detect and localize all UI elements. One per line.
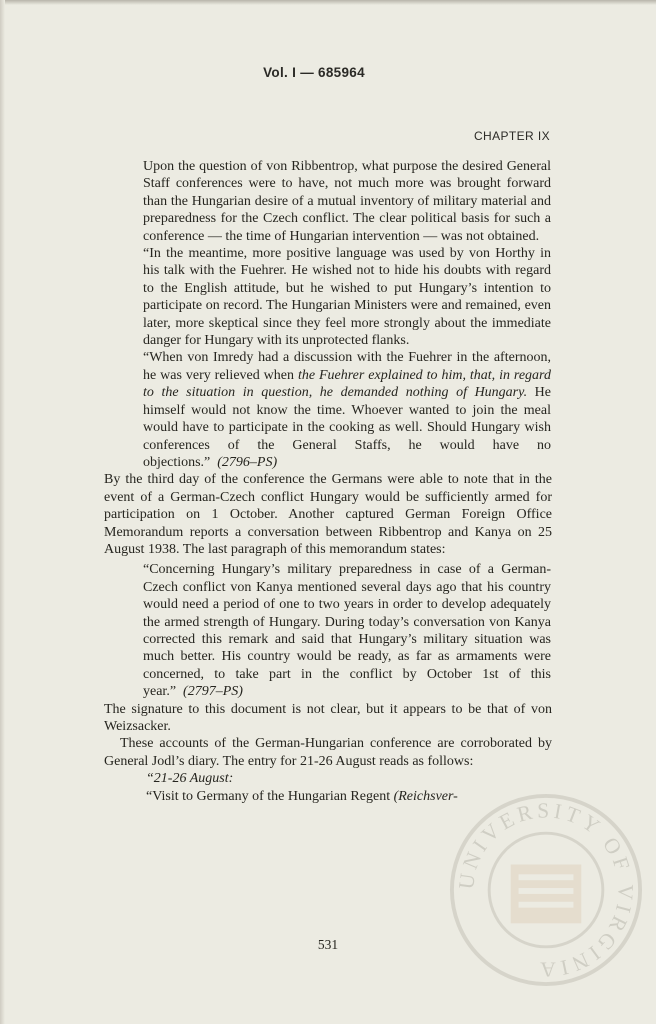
page-number: 531 bbox=[317, 937, 339, 952]
quote-paragraph: Upon the question of von Ribbentrop, what purpose the desired General Staff conferences were to have, not much more was brought forward than the Hungarian desire of a mutual inventory of military material and preparedness for the Czech conflict. The clear political basis for such a conference — the time of Hungarian intervention — was not obtained. bbox=[143, 159, 551, 244]
seal-ring-text: UNIVERSITY OF VIRGINIA bbox=[453, 798, 638, 982]
quote-paragraph: “When von Imredy had a discussion with the Fuehrer in the afternoon, he was very relieved when the Fuehrer explained to him, that, in regard to the situation in question, he demanded nothing of Hungary. He himself would not know the time. Whoever wanted to join the meal would have to participate in the cooking as well. Should Hungary wish conferences of the General Staffs, he would have no objections.” (2796–PS) bbox=[143, 350, 551, 470]
quote-paragraph: “Concerning Hungary’s military preparedness in case of a German-Czech conflict von Kanya mentioned several days ago that his country would need a period of one to two years in order to develop adequately the armed strength of Hungary. During today’s conversation von Kanya corrected this remark and said that Hungary’s military situation was much better. His country would be ready, as far as armaments were concerned, to take part in the conflict by October 1st of this year.” (2797–PS) bbox=[143, 562, 551, 700]
university-seal-watermark bbox=[448, 792, 644, 988]
document-citation: (2796–PS) bbox=[217, 454, 278, 470]
quote-line: “Visit to Germany of the Hungarian Regent (Reichsver- bbox=[146, 788, 458, 804]
body-paragraph: These accounts of the German-Hungarian conference are corroborated by General Jodl’s diary. The entry for 21-26 August reads as follows: bbox=[104, 736, 552, 769]
quote-line: “21-26 August: bbox=[146, 771, 234, 787]
body-text bbox=[0, 158, 656, 805]
volume-header: Vol. I — 685964 bbox=[263, 65, 365, 80]
body-paragraph: The signature to this document is not clear, but it appears to be that of von Weizsacker. bbox=[104, 701, 552, 734]
body-paragraph: By the third day of the conference the Germans were able to note that in the event of a German-Czech conflict Hungary would be sufficiently armed for participation on 1 October. Another captured German Foreign Office Memorandum reports a conversation between Ribbentrop and Kanya on 25 August 1938. The last paragraph of this memorandum states: bbox=[104, 472, 552, 557]
chapter-heading: CHAPTER IX bbox=[473, 129, 550, 143]
page-edge-top bbox=[0, 0, 656, 5]
document-citation: (2797–PS) bbox=[183, 684, 243, 700]
quote-paragraph: “In the meantime, more positive language was used by von Horthy in his talk with the Fuehrer. He wished not to hide his doubts with regard to the English attitude, but he wished to put Hungary’s intention to participate on record. The Hungarian Ministers were and remained, even later, more skeptical since they feel more strongly about the immediate danger for Hungary with its unprotected flanks. bbox=[143, 246, 551, 349]
